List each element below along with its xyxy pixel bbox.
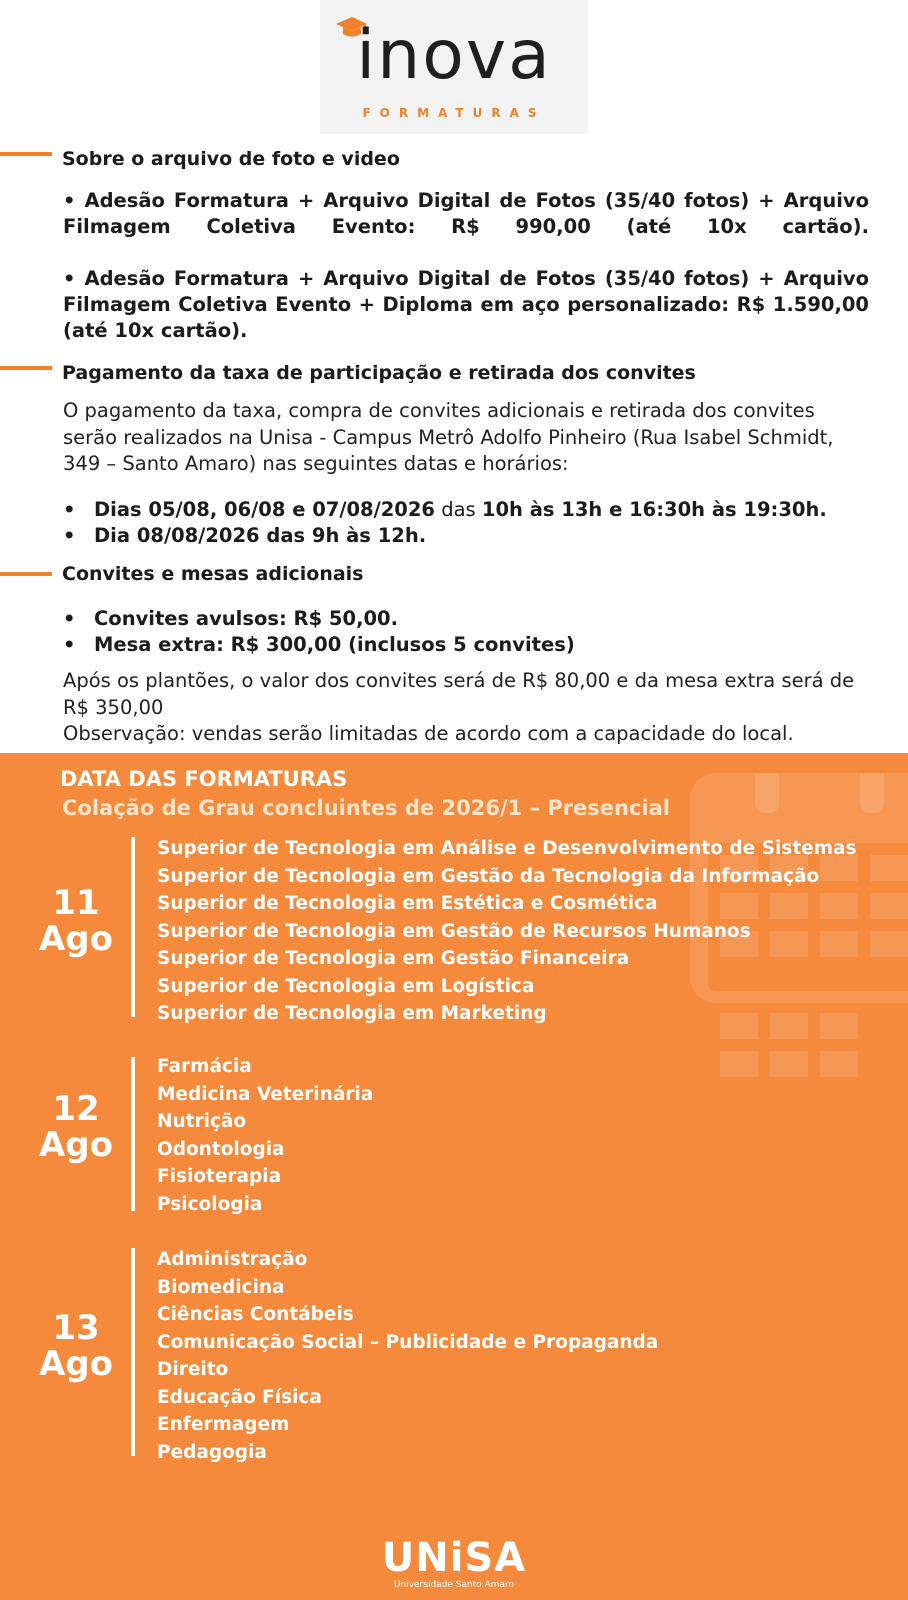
course-item: Farmácia: [157, 1056, 252, 1077]
course-item: Nutrição: [157, 1111, 247, 1132]
day-divider: [131, 1248, 135, 1456]
course-item: Biomedicina: [157, 1276, 285, 1298]
brand-subtitle: FORMATURAS: [362, 106, 546, 120]
course-item: Enfermagem: [157, 1414, 290, 1435]
offer-item-1: • Adesão Formatura + Arquivo Digital de Fotos (35/40 fotos) + Arquivo Filmagem Coletiva Evento: R$ 990,00 (até 10x cartão).: [63, 189, 869, 238]
course-item: Superior de Tecnologia em Logística: [157, 975, 535, 997]
brand-name: inova: [356, 16, 552, 95]
course-list: [157, 1246, 658, 1466]
unisa-tagline: Universidade Santo Amaro: [393, 1580, 515, 1590]
course-item: Administração: [157, 1249, 308, 1270]
course-item: Comunicação Social – Publicidade e Propaganda: [157, 1331, 659, 1353]
section-marker: [0, 572, 52, 576]
course-item: Odontologia: [157, 1138, 285, 1160]
section-marker: [0, 366, 52, 370]
price-item: • Mesa extra: R$ 300,00 (inclusos 5 convites): [63, 632, 575, 658]
course-item: Medicina Veterinária: [157, 1083, 374, 1105]
day-divider: [131, 837, 135, 1017]
course-item: Direito: [157, 1359, 229, 1380]
course-list: [157, 1053, 373, 1218]
convites-observation: Observação: vendas serão limitadas de acordo com a capacidade do local.: [63, 722, 794, 745]
course-item: Superior de Tecnologia em Gestão de Recursos Humanos: [157, 920, 751, 942]
convites-note: Após os plantões, o valor dos convites será de R$ 80,00 e da mesa extra será de R$ 350,00: [63, 669, 855, 719]
convites-prices: [63, 606, 575, 658]
course-item: Psicologia: [157, 1193, 263, 1215]
unisa-wordmark: UNiSA: [381, 1535, 527, 1581]
pagamento-schedule: [63, 497, 827, 549]
course-item: Superior de Tecnologia em Gestão Financeira: [157, 948, 630, 969]
formaturas-panel: [0, 753, 908, 1600]
day-divider: [131, 1057, 135, 1211]
day-date: 11 Ago: [38, 883, 113, 959]
course-item: Superior de Tecnologia em Marketing: [157, 1003, 547, 1024]
day-date: 13 Ago: [38, 1308, 113, 1384]
formaturas-subtitle: Colação de Grau concluintes de 2026/1 – Presencial: [62, 796, 670, 820]
schedule-item: • Dia 08/08/2026 das 9h às 12h.: [63, 523, 827, 549]
section-title-convites: Convites e mesas adicionais: [62, 563, 364, 585]
course-list: [157, 835, 856, 1028]
course-item: Pedagogia: [157, 1441, 267, 1463]
pagamento-text: O pagamento da taxa, compra de convites adicionais e retirada dos convites serão realizados na Unisa - Campus Metrô Adolfo Pinheiro (Rua Isabel Schmidt, 349 – Santo Amaro) nas seguintes datas e horários:: [63, 399, 834, 475]
course-item: Ciências Contábeis: [157, 1304, 354, 1325]
schedule-item: • Dias 05/08, 06/08 e 07/08/2026 das 10h às 13h e 16:30h às 19:30h.: [63, 497, 827, 523]
day-date: 12 Ago: [38, 1089, 113, 1165]
course-item: Superior de Tecnologia em Estética e Cosmética: [157, 893, 658, 914]
course-item: Superior de Tecnologia em Análise e Desenvolvimento de Sistemas: [157, 838, 857, 859]
brand-logo: [320, 0, 588, 134]
price-item: • Convites avulsos: R$ 50,00.: [63, 606, 575, 632]
course-item: Educação Física: [157, 1386, 322, 1408]
section-title-pagamento: Pagamento da taxa de participação e retirada dos convites: [62, 362, 696, 384]
formaturas-title: DATA DAS FORMATURAS: [60, 767, 348, 791]
course-item: Superior de Tecnologia em Gestão da Tecnologia da Informação: [157, 865, 820, 887]
section-title-arquivo: Sobre o arquivo de foto e video: [62, 148, 400, 170]
course-item: Fisioterapia: [157, 1166, 282, 1187]
section-marker: [0, 152, 52, 156]
offer-item-2: • Adesão Formatura + Arquivo Digital de Fotos (35/40 fotos) + Arquivo Filmagem Coletiva Evento + Diploma em aço personalizado: R$ 1.590,00 (até 10x cartão).: [63, 267, 869, 342]
unisa-logo: [0, 1535, 908, 1590]
